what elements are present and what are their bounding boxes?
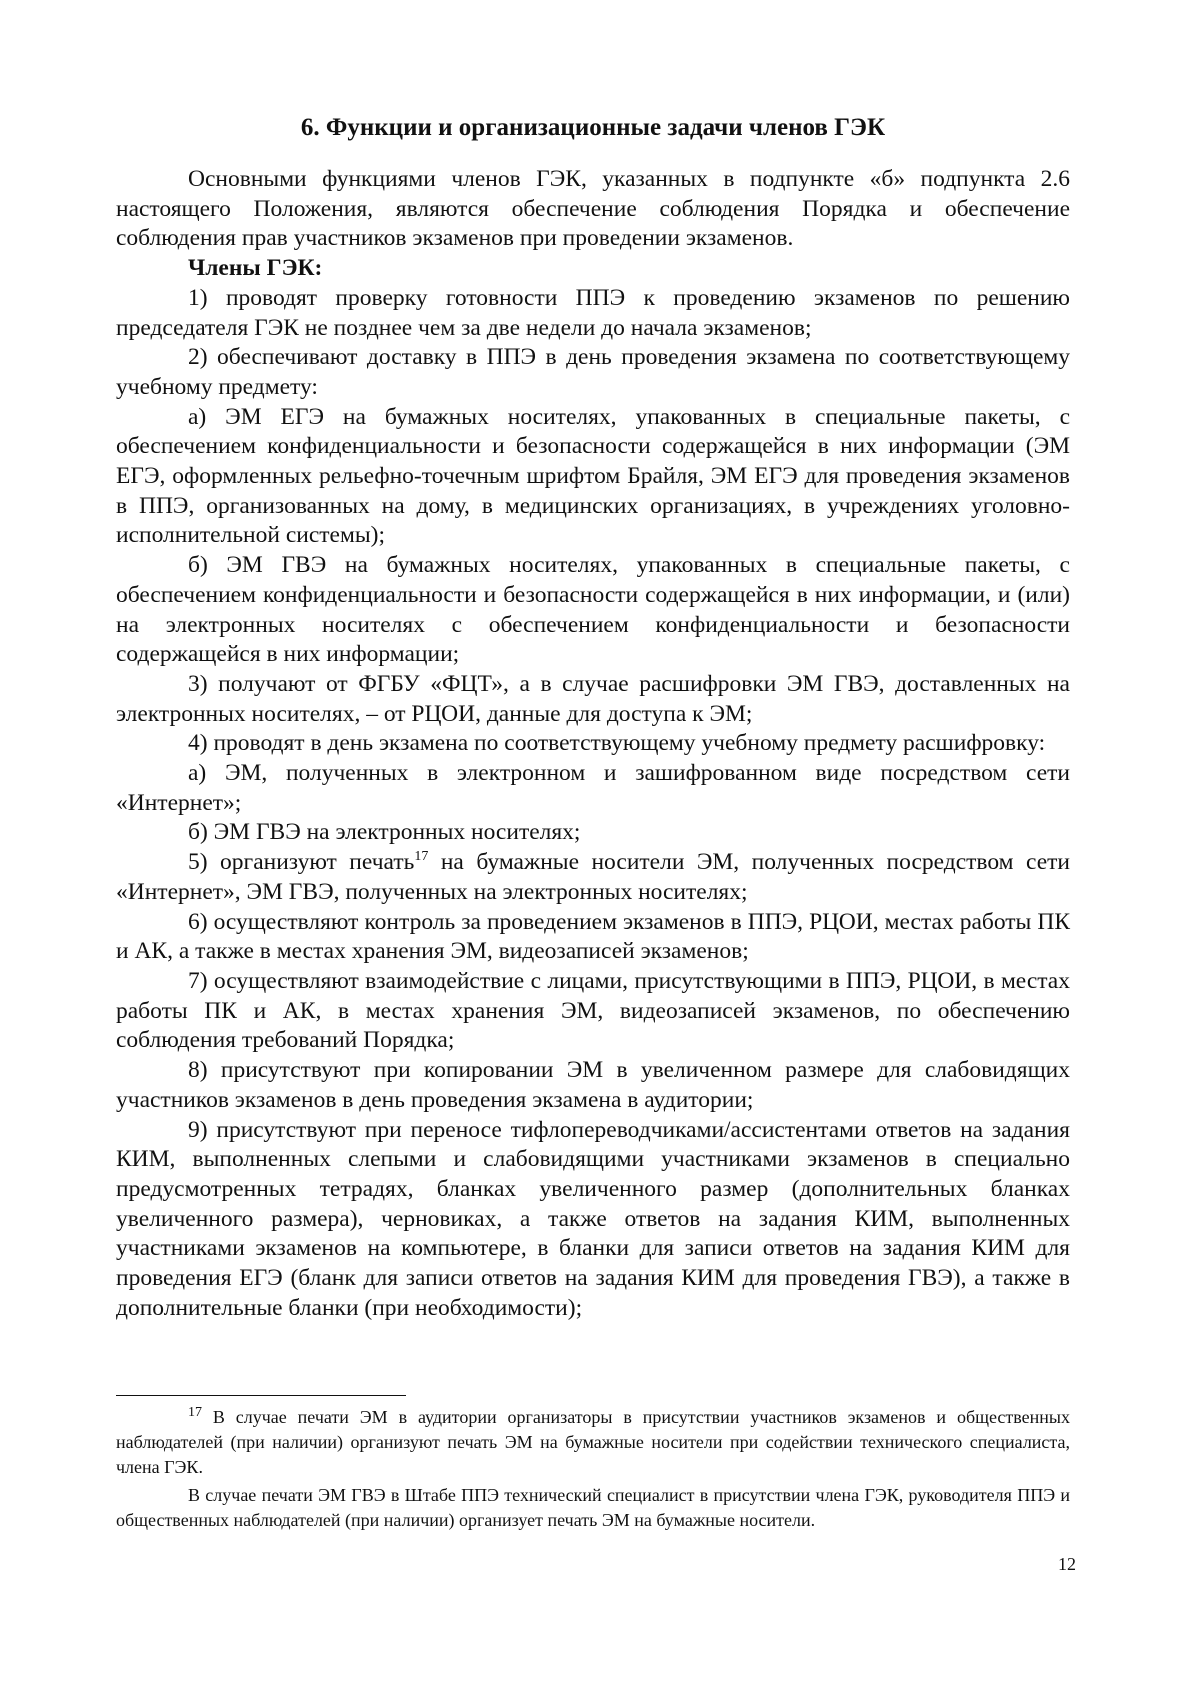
- list-item-8: 8) присутствуют при копировании ЭМ в увеличенном размере для слабовидящих участников экзаменов в день проведения экзамена в аудитории;: [116, 1057, 1070, 1113]
- list-item-4: 4) проводят в день экзамена по соответствующему учебному предмету расшифровку:: [188, 730, 1046, 757]
- list-item-4a: а) ЭМ, полученных в электронном и зашифрованном виде посредством сети «Интернет»;: [116, 760, 1070, 816]
- paragraph-members-lead: Члены ГЭК:: [188, 255, 323, 282]
- list-item-5: [116, 848, 1070, 907]
- list-item-1: 1) проводят проверку готовности ППЭ к проведению экзаменов по решению председателя ГЭК не позднее чем за две недели до начала экзаменов;: [116, 284, 1070, 341]
- list-item-5-rest: на бумажные носители ЭМ, полученных посредством сети «Интернет», ЭМ ГВЭ, полученных на электронных носителях;: [116, 849, 1071, 905]
- body-text: [116, 165, 1070, 1323]
- footnote-number: 17: [188, 1405, 202, 1420]
- page-number: 12: [1058, 1554, 1076, 1574]
- list-item-2b: б) ЭМ ГВЭ на бумажных носителях, упакованных в специальные пакеты, с обеспечением конфиденциальности и безопасности содержащейся в них информации, и (или) на электронных носителях с обеспечением конфиденциальности и безопасности содержащейся в них информации;: [116, 552, 1070, 668]
- section-heading: 6. Функции и организационные задачи членов ГЭК: [300, 114, 886, 141]
- footnote-text-2: В случае печати ЭМ ГВЭ в Штабе ППЭ технический специалист в присутствии члена ГЭК, руководителя ППЭ и общественных наблюдателей (при наличии) организует печать ЭМ на бумажные носители.: [116, 1485, 1070, 1530]
- list-item-9: 9) присутствуют при переносе тифлопереводчиками/ассистентами ответов на задания КИМ, выполненных слепыми и слабовидящими участниками экзаменов в специально предусмотренных тетрадях, бланках увеличенного размер (дополнительных бланках увеличенного размера), черновиках, а также ответов на задания КИМ, выполненных участниками экзаменов на компьютере, в бланки для записи ответов на задания КИМ для проведения ЕГЭ (бланк для записи ответов на задания КИМ для проведения ГВЭ), а также в дополнительные бланки (при необходимости);: [116, 1116, 1070, 1321]
- list-item-5-prefix: 5) организуют печать: [188, 849, 415, 876]
- footnote-text-1: В случае печати ЭМ в аудитории организаторы в присутствии участников экзаменов и общественных наблюдателей (при наличии) организуют печать ЭМ на бумажные носители при содействии технического специалиста, члена ГЭК.: [116, 1407, 1071, 1477]
- list-item-2a: а) ЭМ ЕГЭ на бумажных носителях, упакованных в специальные пакеты, с обеспечением конфиденциальности и безопасности содержащейся в них информации (ЭМ ЕГЭ, оформленных рельефно-точечным шрифтом Брайля, ЭМ ЕГЭ для проведения экзаменов в ППЭ, организованных на дому, в медицинских организациях, в учреждениях уголовно-исполнительной системы);: [116, 403, 1070, 549]
- list-item-3: 3) получают от ФГБУ «ФЦТ», а в случае расшифровки ЭМ ГВЭ, доставленных на электронных носителях, – от РЦОИ, данные для доступа к ЭМ;: [116, 670, 1070, 727]
- paragraph-intro: Основными функциями членов ГЭК, указанных в подпункте «б» подпункта 2.6 настоящего Положения, являются обеспечение соблюдения Порядка и обеспечение соблюдения прав участников экзаменов при проведении экзаменов.: [116, 166, 1070, 252]
- footnote-divider: [116, 1395, 406, 1396]
- footnote-17: [116, 1405, 1070, 1480]
- list-item-4b: б) ЭМ ГВЭ на электронных носителях;: [188, 819, 581, 846]
- footnote-reference[interactable]: 17: [414, 849, 429, 865]
- list-item-7: 7) осуществляют взаимодействие с лицами, присутствующими в ППЭ, РЦОИ, в местах работы ПК и АК, в местах хранения ЭМ, видеозаписей экзаменов, по обеспечению соблюдения требований Порядка;: [116, 967, 1070, 1054]
- list-item-6: 6) осуществляют контроль за проведением экзаменов в ППЭ, РЦОИ, местах работы ПК и АК, а также в местах хранения ЭМ, видеозаписей экзаменов;: [116, 908, 1070, 965]
- list-item-2: 2) обеспечивают доставку в ППЭ в день проведения экзамена по соответствующему учебному предмету:: [116, 344, 1070, 400]
- footnotes: [116, 1405, 1070, 1536]
